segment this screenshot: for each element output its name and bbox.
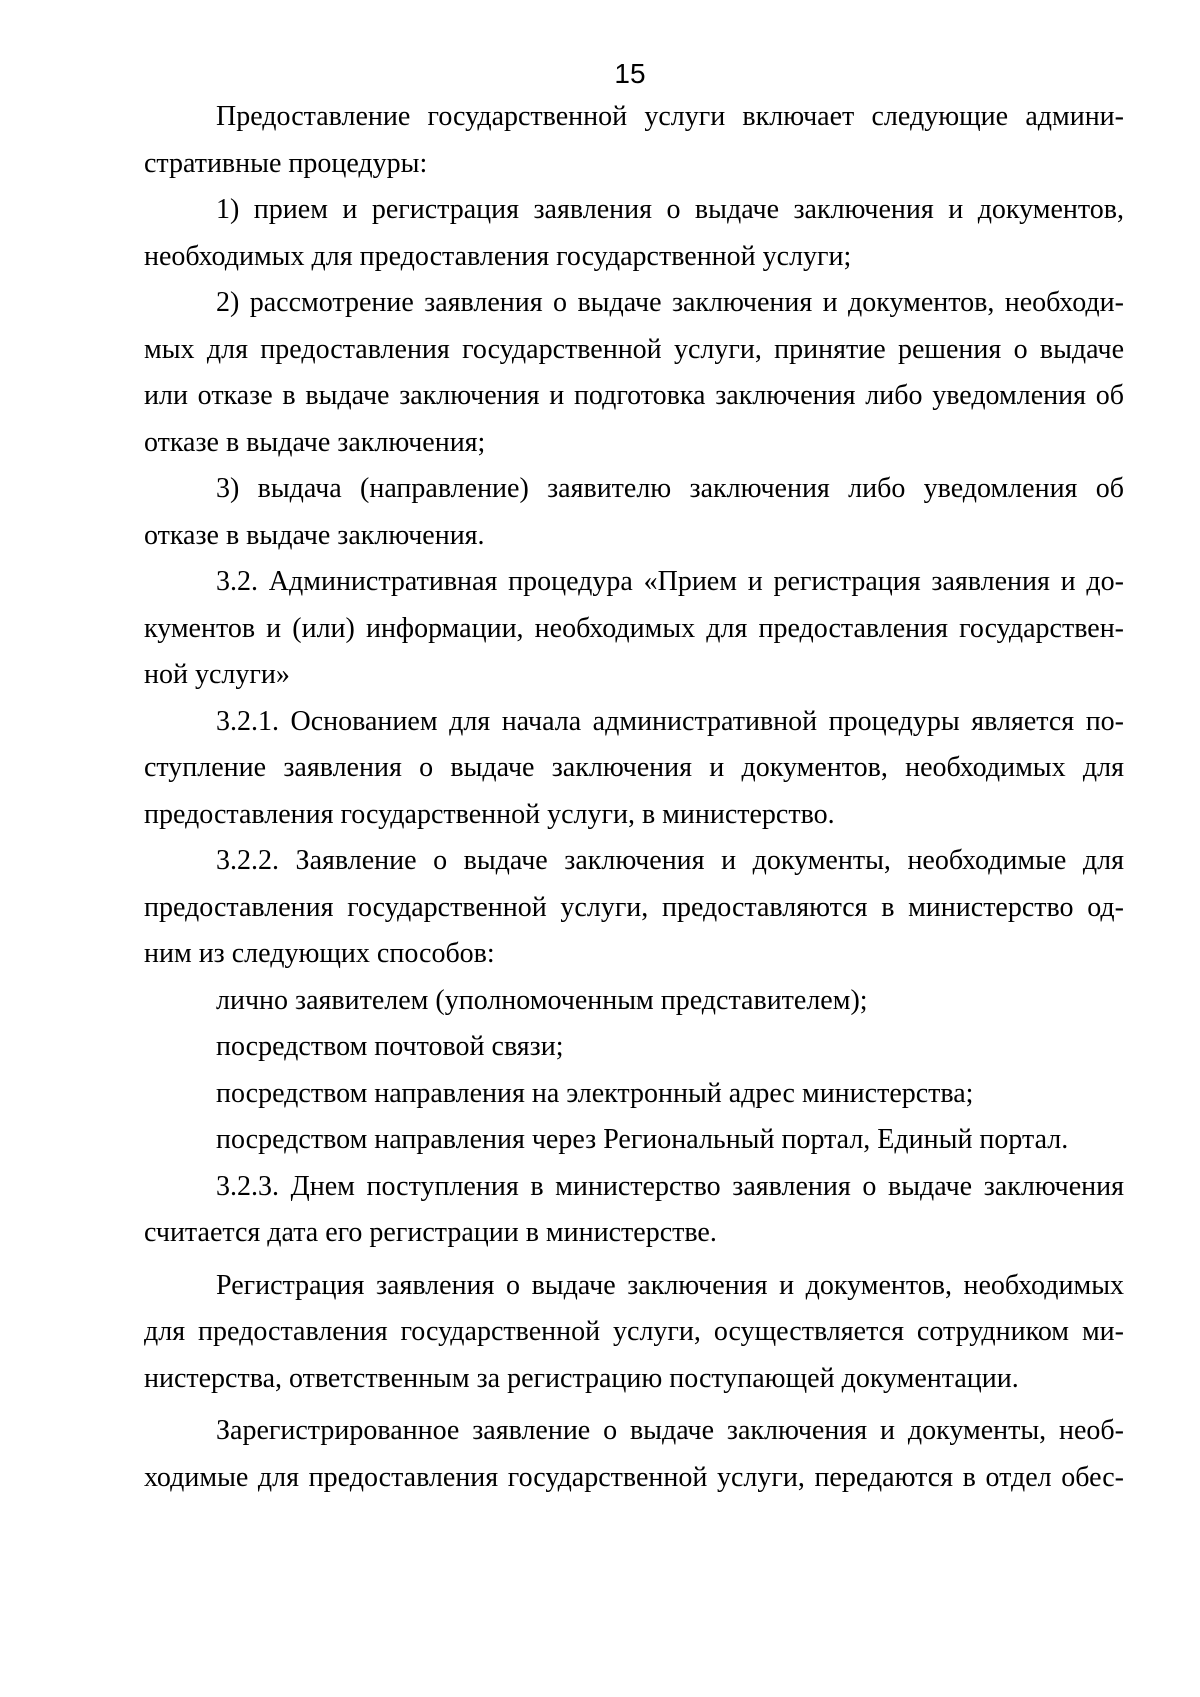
text-line: 1) прием и регистрация заявления о выдаче заключения и документов, [216,194,1124,225]
text-line: посредством направления через Региональный портал, Единый портал. [216,1124,1069,1155]
document-body [144,94,1124,1501]
text-line: 3.2. Административная процедура «Прием и регистрация заявления и до- [216,566,1124,597]
text-line: ной услуги» [144,659,290,690]
text-line: 3) выдача (направление) заявителю заключения либо уведомления об [216,473,1124,504]
text-line: ним из следующих способов: [144,938,495,969]
text-line: необходимых для предоставления государственной услуги; [144,240,852,272]
text-line: ступление заявления о выдаче заключения и документов, необходимых для [144,752,1124,783]
text-line: посредством направления на электронный адрес министерства; [216,1077,974,1109]
page-number: 15 [614,58,646,89]
text-line: Предоставление государственной услуги включает следующие админи- [216,101,1124,132]
text-line: или отказе в выдаче заключения и подготовка заключения либо уведомления об [144,380,1124,411]
text-line: стративные процедуры: [144,147,428,179]
text-line: 3.2.1. Основанием для начала административной процедуры является по- [216,705,1124,737]
text-line: Регистрация заявления о выдаче заключения и документов, необходимых [216,1269,1124,1301]
text-line: нистерства, ответственным за регистрацию поступающей документации. [144,1362,1019,1394]
text-line: Зарегистрированное заявление о выдаче заключения и документы, необ- [216,1415,1124,1446]
text-line: предоставления государственной услуги, предоставляются в министерство од- [144,891,1124,923]
text-line: для предоставления государственной услуги, осуществляется сотрудником ми- [144,1316,1124,1347]
text-line: лично заявителем (уполномоченным представителем); [216,984,868,1016]
text-line: 2) рассмотрение заявления о выдаче заключения и документов, необходи- [216,287,1124,318]
text-line: ходимые для предоставления государственной услуги, передаются в отдел обес- [144,1461,1124,1493]
text-line: 3.2.3. Днем поступления в министерство заявления о выдаче заключения [216,1170,1124,1202]
text-line: посредством почтовой связи; [216,1031,564,1062]
text-line: мых для предоставления государственной услуги, принятие решения о выдаче [144,333,1124,365]
text-line: кументов и (или) информации, необходимых для предоставления государствен- [144,612,1124,644]
text-line: 3.2.2. Заявление о выдаче заключения и документы, необходимые для [216,845,1124,876]
text-line: считается дата его регистрации в министерстве. [144,1217,717,1248]
text-line: предоставления государственной услуги, в министерство. [144,798,835,830]
text-line: отказе в выдаче заключения; [144,426,486,458]
text-line: отказе в выдаче заключения. [144,519,485,551]
